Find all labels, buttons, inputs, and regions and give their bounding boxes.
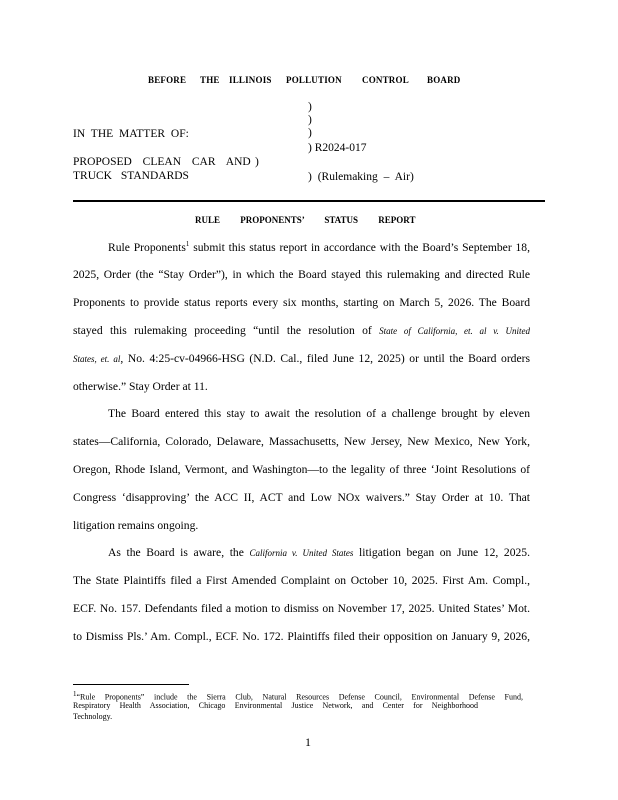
- body-line: otherwise.” Stay Order at 11.: [73, 380, 208, 393]
- body-line: Proponents to provide status reports every six months, starting on March 5, 2026. The Board: [73, 296, 530, 309]
- page-number: 1: [305, 735, 311, 749]
- body-line: 2025, Order (the “Stay Order”), in which the Board stayed this rulemaking and directed Rule: [73, 268, 530, 281]
- header-word-illinois: ILLINOIS: [229, 75, 272, 85]
- body-line: The Board entered this stay to await the resolution of a challenge brought by eleven: [108, 407, 530, 420]
- header-word-pollution: POLLUTION: [286, 75, 342, 85]
- footnote-marker: 1: [73, 690, 77, 698]
- case-name: State of California, et. al v. United: [379, 326, 530, 336]
- case-name: California v. United States: [249, 548, 354, 558]
- footnote-line: Respiratory Health Association, Chicago Environmental Justice Network, and Center for Neighborhood: [73, 701, 478, 710]
- header-word-control: CONTROL: [362, 75, 409, 85]
- body-line: litigation remains ongoing.: [73, 519, 199, 532]
- body-line: Congress ‘disapproving’ the ACC II, ACT and Low NOx waivers.” Stay Order at 10. That: [73, 491, 530, 504]
- caption-divider: [73, 200, 545, 202]
- footnote-ref: 1: [185, 240, 190, 248]
- body-line: The State Plaintiffs filed a First Amended Complaint on October 10, 2025. First Am. Compl.,: [73, 574, 530, 587]
- header-word-before: BEFORE: [148, 75, 187, 85]
- caption-paren: ): [308, 114, 312, 126]
- body-line: As the Board is aware, the California v. United States litigation began on June 12, 2025.: [108, 546, 530, 559]
- footnote-line: 1“Rule Proponents” include the Sierra Club, Natural Resources Defense Council, Environmental Defense Fund,: [73, 690, 523, 702]
- body-line: ECF. No. 157. Defendants filed a motion to dismiss on November 17, 2025. United States’ Mot.: [73, 602, 530, 615]
- caption-rulemaking-air: ) (Rulemaking – Air): [308, 171, 414, 183]
- caption-in-the-matter: IN THE MATTER OF:: [73, 128, 189, 140]
- caption-proposed-line1: PROPOSED CLEAN CAR AND: [73, 156, 251, 168]
- body-line: Rule Proponents$^1$ submit this status report in accordance with the Board’s September 18,: [108, 240, 530, 254]
- body-line: Oregon, Rhode Island, Vermont, and Washington—to the legality of three ‘Joint Resolutions of: [73, 463, 530, 476]
- footnote-divider: [73, 684, 189, 685]
- case-name: States, et. al: [73, 354, 121, 364]
- caption-paren: ): [308, 101, 312, 113]
- caption-paren: ): [255, 156, 259, 168]
- footnote-line: Technology.: [73, 712, 113, 721]
- header-word-the: THE: [200, 75, 220, 85]
- caption-docket-number: ) R2024-017: [308, 142, 367, 154]
- body-line: stayed this rulemaking proceeding “until the resolution of State of California, et. al v. United: [73, 324, 530, 337]
- header-word-board: BOARD: [427, 75, 461, 85]
- body-line: states—California, Colorado, Delaware, Massachusetts, New Jersey, New Mexico, New York,: [73, 435, 530, 448]
- caption-paren: ): [308, 127, 312, 139]
- report-title: RULE PROPONENTS’ STATUS REPORT: [195, 215, 416, 225]
- body-line: States, et. al, No. 4:25-cv-04966-HSG (N.D. Cal., filed June 12, 2025) or until the Board orders: [73, 352, 530, 365]
- body-line: to Dismiss Pls.’ Am. Compl., ECF. No. 172. Plaintiffs filed their opposition on January 9, 2026,: [73, 630, 530, 643]
- caption-proposed-line2: TRUCK STANDARDS: [73, 170, 189, 182]
